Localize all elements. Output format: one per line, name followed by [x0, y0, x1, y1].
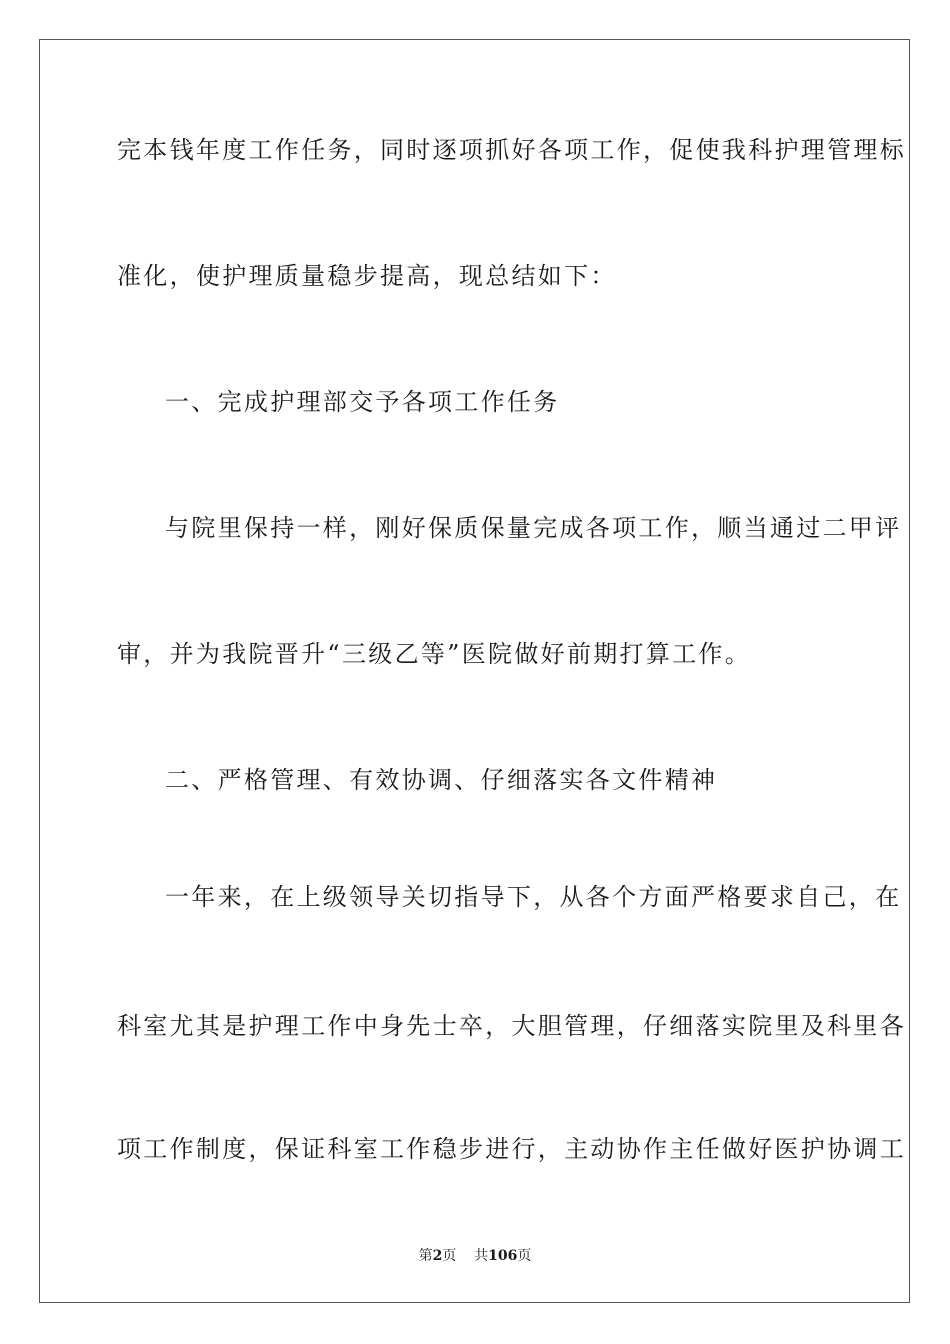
paragraph-line-4: 审，并为我院晋升“三级乙等”医院做好前期打算工作。	[117, 640, 752, 668]
total-pages: 106	[488, 1248, 518, 1264]
paragraph-line-5: 一年来，在上级领导关切指导下，从各个方面严格要求自己，在	[165, 883, 902, 911]
section-heading-2: 二、严格管理、有效协调、仔细落实各文件精神	[165, 766, 718, 794]
section-heading-1: 一、完成护理部交予各项工作任务	[165, 388, 560, 416]
page-border	[39, 39, 910, 1303]
total-suffix: 页	[517, 1248, 532, 1264]
paragraph-line-2: 准化，使护理质量稳步提高，现总结如下：	[117, 262, 617, 290]
paragraph-line-1: 完本钱年度工作任务，同时逐项抓好各项工作，促使我科护理管理标	[117, 136, 906, 164]
page-number: 2	[432, 1248, 443, 1264]
paragraph-line-3: 与院里保持一样，刚好保质保量完成各项工作，顺当通过二甲评	[165, 514, 902, 542]
page-suffix: 页	[442, 1248, 457, 1264]
paragraph-line-6: 科室尤其是护理工作中身先士卒，大胆管理，仔细落实院里及科里各	[117, 1012, 906, 1040]
paragraph-line-7: 项工作制度，保证科室工作稳步进行，主动协作主任做好医护协调工	[117, 1135, 906, 1163]
page-footer	[0, 1247, 950, 1265]
total-prefix: 共	[474, 1248, 489, 1264]
page-prefix: 第	[418, 1248, 433, 1264]
